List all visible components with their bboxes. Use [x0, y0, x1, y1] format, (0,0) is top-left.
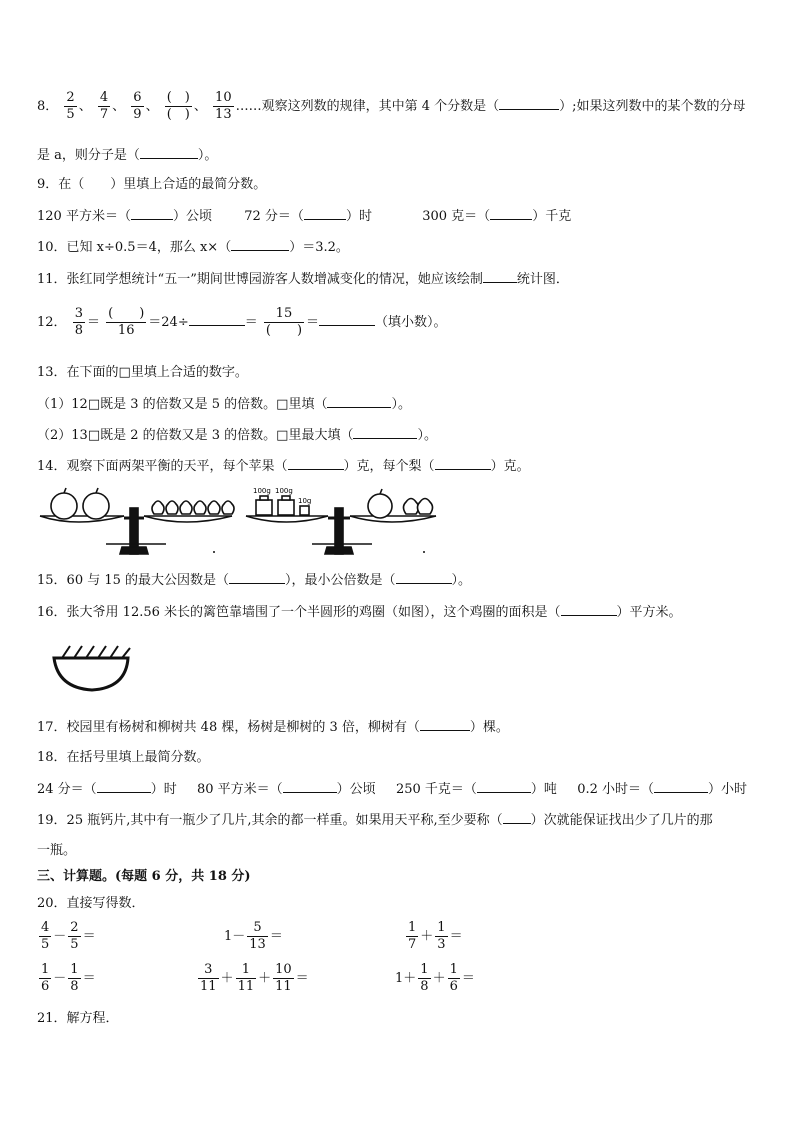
question-20-title: 20．直接写得数． [37, 896, 145, 911]
answer-blank[interactable] [490, 207, 532, 220]
calc-expression-5: $\frac{3}{11}$ ＋ $\frac{1}{11}$ ＋ $\frac{10}{11}$ ＝ [200, 962, 309, 994]
weight-label: 100g [253, 487, 271, 495]
fraction: $\frac{6}{9}$ [133, 90, 142, 122]
answer-blank[interactable] [353, 426, 417, 439]
section-heading: 三、计算题。(每题 6 分，共 18 分) [37, 869, 251, 884]
fraction: $\frac{2}{5}$ [66, 90, 75, 122]
answer-blank[interactable] [131, 207, 173, 220]
calc-expression-4: $\frac{1}{6}$ － $\frac{1}{8}$ ＝ [41, 962, 96, 994]
question-8-line2: 是 a，则分子是（ ）。 [37, 148, 218, 163]
calc-expression-1: $\frac{4}{5}$ － $\frac{2}{5}$ ＝ [41, 920, 96, 952]
question-9-title: 9．在（ ）里填上合适的最简分数。 [37, 177, 267, 192]
weight-label: 10g [298, 497, 312, 505]
question-13-2: （2）13□既是 2 的倍数又是 3 的倍数。□里最大填（ ）。 [37, 428, 437, 443]
question-16: 16．张大爷用 12.56 米长的篱笆靠墙围了一个半圆形的鸡圈（如图），这个鸡圈的面积是（ ）平方米。 [37, 605, 682, 620]
question-21-title: 21．解方程． [37, 1011, 119, 1026]
answer-blank[interactable] [319, 313, 375, 326]
answer-blank[interactable] [396, 571, 452, 584]
answer-blank[interactable] [304, 207, 346, 220]
answer-blank[interactable] [503, 811, 531, 824]
answer-blank[interactable] [231, 238, 289, 251]
fraction-blank[interactable]: $\frac{15}{( )}$ [265, 306, 303, 338]
question-10: 10．已知 x÷0.5＝4，那么 x×（ ）＝3.2。 [37, 240, 349, 255]
answer-blank[interactable] [561, 603, 617, 616]
question-15: 15．60 与 15 的最大公因数是（ ），最小公倍数是（ ）。 [37, 573, 472, 588]
question-17: 17．校园里有杨树和柳树共 48 棵，杨树是柳树的 3 倍，柳树有（ ）棵。 [37, 720, 509, 735]
fraction-blank[interactable]: $\frac{( )}{16}$ [108, 306, 145, 338]
fraction: $\frac{10}{13}$ [215, 90, 232, 122]
answer-blank[interactable] [140, 146, 198, 159]
answer-blank[interactable] [283, 780, 337, 793]
question-19-line2: 一瓶。 [37, 843, 77, 858]
balance-scales-figure [36, 484, 440, 560]
answer-blank[interactable] [654, 780, 708, 793]
question-13-1: （1）12□既是 3 的倍数又是 5 的倍数。□里填（ ）。 [37, 397, 411, 412]
answer-blank[interactable] [483, 270, 517, 283]
weight-icon [278, 500, 294, 515]
answer-blank[interactable] [499, 97, 559, 110]
calc-expression-6: 1＋ $\frac{1}{8}$ ＋ $\frac{1}{6}$ ＝ [395, 962, 475, 994]
answer-blank[interactable] [189, 313, 245, 326]
fraction-blank[interactable]: $\frac{( )}{( )}$ [166, 90, 190, 122]
question-11: 11．张红同学想统计“五一”期间世博园游客人数增减变化的情况，她应该绘制 统计图． [37, 272, 569, 287]
calc-expression-3: $\frac{1}{7}$ ＋ $\frac{1}{3}$ ＝ [408, 920, 463, 952]
semicircle-pen-figure [48, 640, 134, 696]
question-13-title: 13．在下面的□里填上合适的数字。 [37, 365, 248, 380]
weight-icon [300, 506, 309, 515]
question-18-title: 18．在括号里填上最简分数。 [37, 750, 210, 765]
fraction: $\frac{4}{7}$ [99, 90, 109, 122]
answer-blank[interactable] [420, 718, 470, 731]
balance-scale-right [246, 489, 436, 554]
answer-blank[interactable] [288, 457, 344, 470]
question-12: 12． $\frac{3}{8}$ ＝ $\frac{( )}{16}$ ＝24÷ ＝ $\frac{15}{( )}$ ＝ （填小数）。 [37, 306, 447, 338]
question-14: 14．观察下面两架平衡的天平，每个苹果（ ）克，每个梨（ ）克。 [37, 459, 530, 474]
answer-blank[interactable] [327, 395, 391, 408]
question-8: 8． $\frac{2}{5}$ 、 $\frac{4}{7}$ 、 $\frac{6}{9}$ 、 $\frac{( )}{( )}$ 、 $\frac{10}{13}$ ……观察这列数的规律，其中第 4 个分数是（ ）;如果这列数中的某个数的分母 [37, 90, 746, 122]
answer-blank[interactable] [97, 780, 151, 793]
weight-icon [256, 500, 272, 515]
weight-label: 100g [275, 487, 293, 495]
question-9-items: 120 平方米＝（ ）公顷 72 分＝（ ）时 300 克＝（ ）千克 [37, 209, 572, 224]
answer-blank[interactable] [435, 457, 491, 470]
fraction: $\frac{3}{8}$ [74, 306, 83, 338]
balance-scale-left [40, 488, 234, 554]
answer-blank[interactable] [229, 571, 285, 584]
calc-expression-2: 1－ $\frac{5}{13}$ ＝ [224, 920, 283, 952]
answer-blank[interactable] [477, 780, 531, 793]
question-19: 19．25 瓶钙片,其中有一瓶少了几片,其余的都一样重。如果用天平称,至少要称（ ）次就能保证找出少了几片的那 [37, 813, 713, 828]
question-18-items: 24 分＝（ ）时 80 平方米＝（ ）公顷 250 千克＝（ ）吨 0.2 小时＝（ ）小时 [37, 782, 748, 797]
